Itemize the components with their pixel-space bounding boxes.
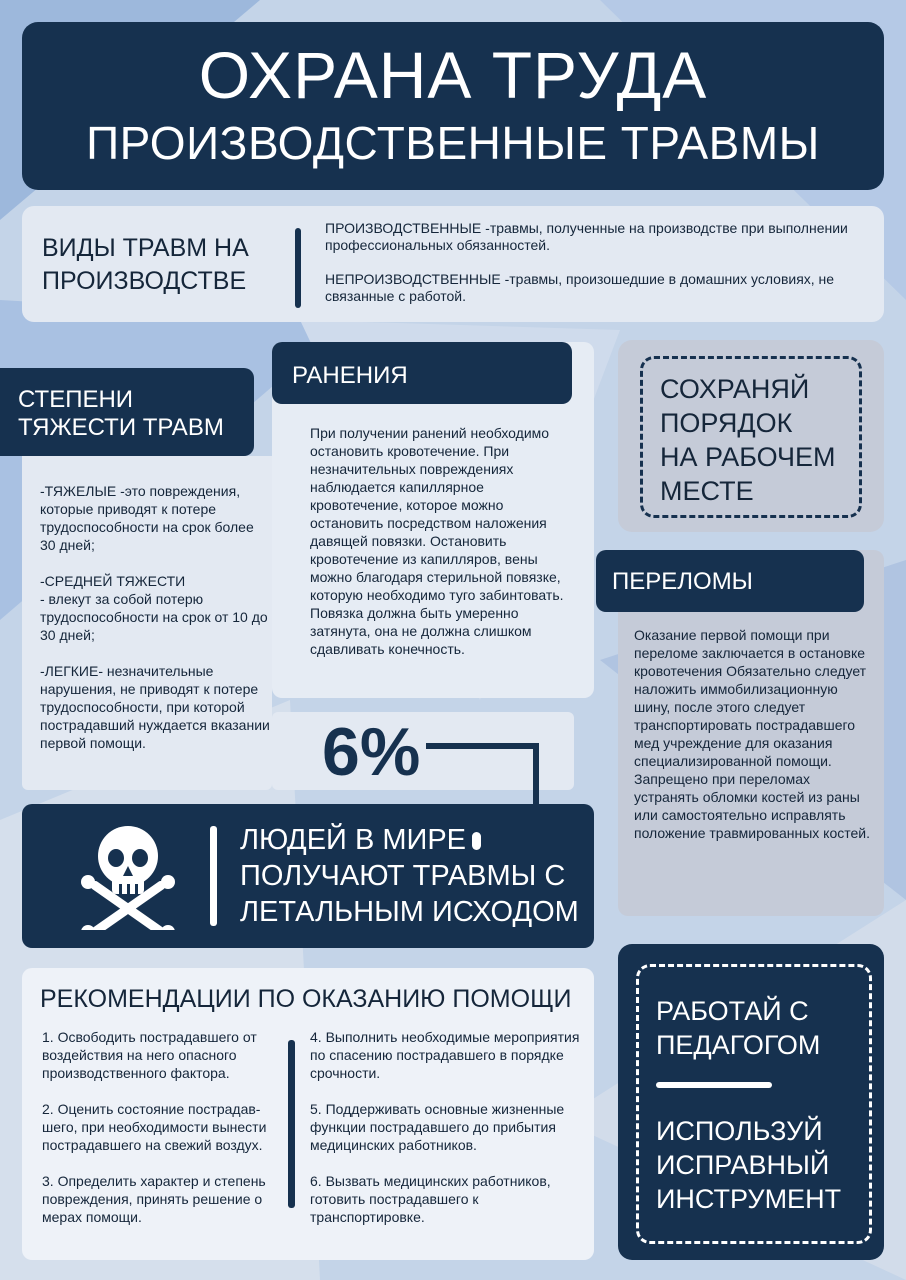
skull-crossbones-icon bbox=[78, 820, 178, 930]
use-proper-tool-text: ИСПОЛЬЗУЙ ИСПРАВНЫЙ ИНСТРУМЕНТ bbox=[656, 1116, 842, 1214]
keep-order-panel bbox=[618, 340, 884, 532]
recommendations-column-1 bbox=[42, 1028, 290, 1226]
list-item: 4. Выполнить необходимые мероприятия по спасению пострадавшего в порядке срочности. bbox=[310, 1029, 580, 1081]
divider bbox=[295, 228, 301, 308]
recommendations-panel bbox=[22, 968, 594, 1260]
injury-types-text bbox=[325, 220, 885, 305]
header-banner bbox=[22, 22, 884, 190]
injury-types-panel bbox=[22, 206, 884, 322]
list-item: 6. Вызвать медицинских работников, готовить пострадавшего к транспортировке. bbox=[310, 1173, 551, 1225]
recommendations-column-2 bbox=[310, 1028, 592, 1226]
severity-heading: СТЕПЕНИ ТЯЖЕСТИ ТРАВМ bbox=[0, 368, 254, 456]
injury-types-heading: ВИДЫ ТРАВМ НА ПРОИЗВОДСТВЕ bbox=[42, 234, 249, 295]
recommendations-heading: РЕКОМЕНДАЦИИ ПО ОКАЗАНИЮ ПОМОЩИ bbox=[40, 985, 572, 1013]
divider bbox=[656, 1082, 772, 1088]
lethal-stat-text: ЛЮДЕЙ В МИРЕ ПОЛУЧАЮТ ТРАВМЫ С ЛЕТАЛЬНЫМ ИСХОДОМ bbox=[240, 824, 579, 928]
work-with-teacher-text: РАБОТАЙ С ПЕДАГОГОМ bbox=[656, 996, 821, 1060]
fractures-text: Оказание первой помощи при переломе заключается в остановке кровотечения Обязательно следует наложить иммобилизационную шину, после этого следует транспортировать пострадавшего мед учреждение для оказания специализированной помощи. Запрещено при переломах устранять обломки костей из раны или самостоятельно исправлять положение травмированных костей. bbox=[634, 627, 870, 841]
severity-medium: -СРЕДНЕЙ ТЯЖЕСТИ - влекут за собой потерю трудоспособности на срок от 10 до 30 дней; bbox=[40, 573, 268, 643]
severity-light: -ЛЕГКИЕ- незначительные нарушения, не приводят к потере трудоспособности, при которой пострадавший нуждается вказании первой помощи. bbox=[40, 663, 270, 751]
severity-text bbox=[40, 482, 270, 752]
percent-value: 6% bbox=[322, 714, 421, 790]
work-rules-panel bbox=[618, 944, 884, 1260]
page-title: ОХРАНА ТРУДА bbox=[198, 38, 708, 112]
severity-panel bbox=[22, 456, 272, 790]
lethal-stat-panel bbox=[22, 804, 594, 948]
keep-order-text: СОХРАНЯЙ ПОРЯДОК НА РАБОЧЕМ МЕСТЕ bbox=[660, 374, 836, 506]
fractures-heading: ПЕРЕЛОМЫ bbox=[596, 550, 864, 612]
wounds-text: При получении ранений необходимо остановить кровотечение. При незначительных повреждениях наблюдается капиллярное кровотечение, которое можно остановить посредством наложения давящей повязки. Остановить кровотечение из капилляров, вены можно благодаря стерильной повязке, которую необходимо туго забинтовать. Повязка должна быть умеренно затянута, она не должна слишком сдавливать конечность. bbox=[310, 425, 564, 657]
page-subtitle: ПРОИЗВОДСТВЕННЫЕ ТРАВМЫ bbox=[86, 117, 820, 169]
severity-severe: -ТЯЖЕЛЫЕ -это повреждения, которые приводят к потере трудоспособности на срок более 30 дней; bbox=[40, 483, 254, 553]
list-item: 1. Освободить пострадавшего от воздействия на него опасного производственного фактора. bbox=[42, 1029, 257, 1081]
divider bbox=[210, 826, 217, 926]
divider bbox=[288, 1040, 295, 1208]
non-industrial-definition: НЕПРОИЗВОДСТВЕННЫЕ -травмы, произошедшие в домашних условиях, не связанные с работой. bbox=[325, 271, 835, 304]
wounds-heading: РАНЕНИЯ bbox=[272, 342, 572, 404]
industrial-definition: ПРОИЗВОДСТВЕННЫЕ -травмы, полученные на производстве при выполнении профессиональных обязанностей. bbox=[325, 220, 848, 253]
pill-icon bbox=[472, 832, 481, 850]
list-item: 5. Поддерживать основные жизненные функции пострадавшего до прибытия медицинских работников. bbox=[310, 1101, 565, 1153]
list-item: 2. Оценить состояние пострадав-шего, при необходимости вынести пострадавшего на свежий воздух. bbox=[42, 1101, 267, 1153]
list-item: 3. Определить характер и степень повреждения, принять решение о мерах помощи. bbox=[42, 1173, 266, 1225]
